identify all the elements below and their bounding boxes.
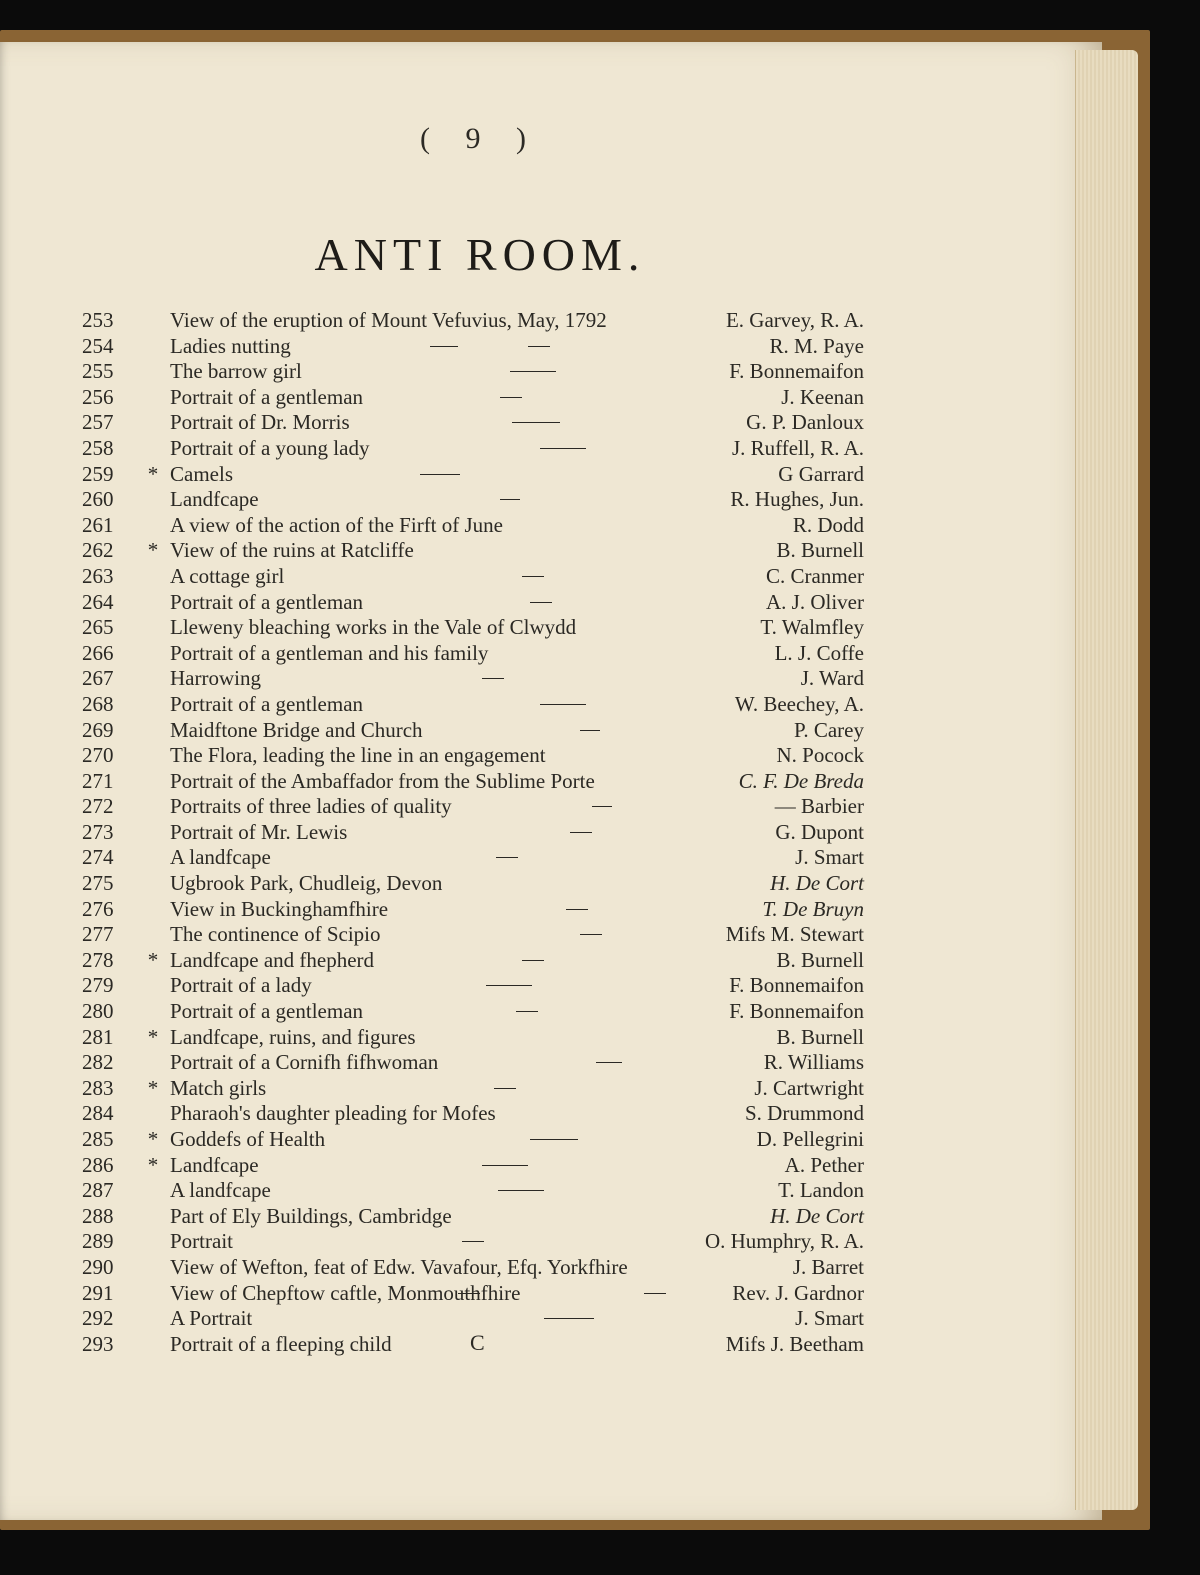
artist-name: R. Dodd xyxy=(792,512,864,537)
artist-name: R. Williams xyxy=(763,1050,864,1075)
artwork-title: A Portrait xyxy=(170,1306,253,1331)
catalogue-row xyxy=(0,845,1100,871)
leader-dash xyxy=(530,1139,578,1140)
catalogue-row xyxy=(0,1127,1100,1153)
leader-dash xyxy=(580,934,602,935)
entry-number: 265 xyxy=(82,615,114,640)
artwork-title: View of the eruption of Mount Vefuvius, May, 1792 xyxy=(170,308,607,332)
page-number: ( 9 ) xyxy=(420,122,540,155)
entry-number: 254 xyxy=(82,333,114,358)
room-heading: ANTI ROOM. xyxy=(314,229,646,280)
catalogue-row xyxy=(0,973,1100,999)
leader-dash xyxy=(420,474,460,475)
artwork-title: Landfcape and fhepherd xyxy=(170,947,375,972)
artist-name: B. Burnell xyxy=(776,1024,864,1049)
artwork-title: Harrowing xyxy=(170,666,261,691)
entry-number: 290 xyxy=(82,1254,114,1279)
leader-dash xyxy=(596,1062,622,1063)
leader-dash xyxy=(540,704,586,705)
entry-number: 292 xyxy=(82,1306,114,1331)
leader-dash xyxy=(516,1011,538,1012)
entry-number: 283 xyxy=(82,1075,114,1100)
artwork-title: Part of Ely Buildings, Cambridge xyxy=(170,1203,452,1228)
artist-name: H. De Cort xyxy=(770,871,864,896)
catalogue-row xyxy=(0,513,1100,539)
artwork-title: Portrait of a Cornifh fifhwoman xyxy=(170,1050,439,1075)
artwork-title: Portrait xyxy=(170,1229,233,1254)
artwork-title: A landfcape xyxy=(170,1178,271,1203)
artwork-title: Lleweny bleaching works in the Vale of Clwydd xyxy=(170,615,577,640)
catalogue-row xyxy=(0,718,1100,744)
asterisk-mark: * xyxy=(147,1152,159,1177)
entry-number: 291 xyxy=(82,1280,114,1305)
catalogue-row xyxy=(0,948,1100,974)
leader-dash xyxy=(500,499,520,500)
catalogue-row xyxy=(0,999,1100,1025)
artist-name: J. Ruffell, R. A. xyxy=(731,435,864,460)
catalogue-row xyxy=(0,359,1100,385)
artwork-title: Match girls xyxy=(170,1075,267,1100)
entry-number: 253 xyxy=(82,308,114,332)
catalogue-row xyxy=(0,871,1100,897)
catalogue-row xyxy=(0,1178,1100,1204)
artwork-title: View of the ruins at Ratcliffe xyxy=(170,538,414,563)
catalogue-row xyxy=(0,1025,1100,1051)
artist-name: E. Garvey, R. A. xyxy=(725,308,864,332)
artwork-title: Portrait of a gentleman xyxy=(170,589,364,614)
artwork-title: Maidftone Bridge and Church xyxy=(170,717,423,742)
entry-number: 281 xyxy=(82,1024,114,1049)
artwork-title: Ladies nutting xyxy=(170,333,291,358)
entry-number: 257 xyxy=(82,410,114,435)
entry-number: 261 xyxy=(82,512,114,537)
entry-number: 269 xyxy=(82,717,114,742)
artist-name: T. De Bruyn xyxy=(762,896,864,921)
artist-name: R. Hughes, Jun. xyxy=(730,487,864,512)
entry-number: 293 xyxy=(82,1331,114,1356)
leader-dash xyxy=(566,909,588,910)
artwork-title: Landfcape, ruins, and figures xyxy=(170,1024,416,1049)
artwork-title: The barrow girl xyxy=(170,359,302,384)
leader-dash xyxy=(462,1241,484,1242)
artist-name: J. Cartwright xyxy=(754,1075,864,1100)
catalogue-row xyxy=(0,897,1100,923)
leader-dash xyxy=(540,448,586,449)
catalogue-row xyxy=(0,1153,1100,1179)
entry-number: 288 xyxy=(82,1203,114,1228)
leader-dash xyxy=(528,346,550,347)
asterisk-mark: * xyxy=(147,538,159,563)
artist-name: G Garrard xyxy=(778,461,864,486)
artist-name: O. Humphry, R. A. xyxy=(704,1229,864,1254)
entry-number: 256 xyxy=(82,384,114,409)
catalogue-row xyxy=(0,1101,1100,1127)
catalogue-row xyxy=(0,308,1100,334)
artist-name: J. Barret xyxy=(792,1254,864,1279)
catalogue-row xyxy=(0,641,1100,667)
signature-mark: C xyxy=(470,1330,485,1355)
catalogue-row xyxy=(0,1229,1100,1255)
artwork-title: Ugbrook Park, Chudleig, Devon xyxy=(170,871,443,896)
entry-number: 262 xyxy=(82,538,114,563)
leader-dash xyxy=(512,422,560,423)
artwork-title: Pharaoh's daughter pleading for Mofes xyxy=(170,1101,496,1126)
artist-name: F. Bonnemaifon xyxy=(729,999,864,1024)
artwork-title: Portrait of a gentleman xyxy=(170,691,364,716)
leader-dash xyxy=(544,1318,594,1319)
entry-number: 267 xyxy=(82,666,114,691)
entry-number: 278 xyxy=(82,947,114,972)
leader-dash xyxy=(570,832,592,833)
entry-number: 282 xyxy=(82,1050,114,1075)
catalogue-row xyxy=(0,1076,1100,1102)
artwork-title: The continence of Scipio xyxy=(170,922,381,947)
leader-dash xyxy=(494,1088,516,1089)
catalogue-row xyxy=(0,410,1100,436)
entry-number: 272 xyxy=(82,794,114,819)
artwork-title: Portrait of a lady xyxy=(170,973,312,998)
entry-number: 289 xyxy=(82,1229,114,1254)
leader-dash xyxy=(482,1165,528,1166)
entry-number: 284 xyxy=(82,1101,114,1126)
artwork-title: View of Chepftow caftle, Monmouthfhire xyxy=(170,1280,521,1305)
artwork-title: Portrait of Dr. Morris xyxy=(170,410,350,435)
artwork-title: Portrait of a fleeping child xyxy=(170,1331,392,1356)
artwork-title: Portrait of a gentleman xyxy=(170,384,364,409)
artist-name: P. Carey xyxy=(794,717,864,742)
catalogue-row xyxy=(0,1050,1100,1076)
catalogue-row xyxy=(0,487,1100,513)
leader-dash xyxy=(496,857,518,858)
entry-number: 287 xyxy=(82,1178,114,1203)
entry-number: 270 xyxy=(82,743,114,768)
artwork-title: Portrait of a young lady xyxy=(170,435,370,460)
artist-name: C. F. De Breda xyxy=(738,768,864,793)
catalogue-row xyxy=(0,462,1100,488)
artwork-title: Portrait of Mr. Lewis xyxy=(170,819,348,844)
artwork-title: Landfcape xyxy=(170,487,259,512)
catalogue-row xyxy=(0,922,1100,948)
leader-dash xyxy=(482,678,504,679)
artwork-title: Portrait of a gentleman and his family xyxy=(170,640,489,665)
artist-name: N. Pocock xyxy=(776,743,864,768)
entry-number: 280 xyxy=(82,999,114,1024)
artist-name: J. Keenan xyxy=(781,384,864,409)
artist-name: T. Landon xyxy=(778,1178,864,1203)
entry-number: 255 xyxy=(82,359,114,384)
artist-name: J. Smart xyxy=(795,845,864,870)
entry-number: 286 xyxy=(82,1152,114,1177)
asterisk-mark: * xyxy=(147,1075,159,1100)
catalogue-row xyxy=(0,385,1100,411)
artist-name: J. Ward xyxy=(800,666,864,691)
entry-number: 279 xyxy=(82,973,114,998)
entry-number: 258 xyxy=(82,435,114,460)
artist-name: H. De Cort xyxy=(770,1203,864,1228)
entry-number: 276 xyxy=(82,896,114,921)
leader-dash xyxy=(500,397,522,398)
artist-name: F. Bonnemaifon xyxy=(729,973,864,998)
catalogue-row xyxy=(0,666,1100,692)
entry-number: 285 xyxy=(82,1127,114,1151)
entry-number: 271 xyxy=(82,768,114,793)
entry-number: 275 xyxy=(82,871,114,896)
catalogue-row xyxy=(0,820,1100,846)
artwork-title: View of Wefton, feat of Edw. Vavafour, Efq. Yorkfhire xyxy=(170,1254,628,1279)
artist-name: D. Pellegrini xyxy=(756,1127,864,1151)
artwork-title: Portraits of three ladies of quality xyxy=(170,794,452,819)
catalogue-row xyxy=(0,538,1100,564)
catalogue-row xyxy=(0,1332,1100,1358)
asterisk-mark: * xyxy=(147,1024,159,1049)
artwork-title: A view of the action of the Firft of June xyxy=(170,512,504,537)
entry-number: 259 xyxy=(82,461,114,486)
leader-dash xyxy=(498,1190,544,1191)
artist-name: Mifs M. Stewart xyxy=(725,922,864,947)
artist-name: G. P. Danloux xyxy=(746,410,864,435)
leader-dash xyxy=(430,346,458,347)
leader-dash xyxy=(510,371,556,372)
leader-dash xyxy=(486,985,532,986)
artwork-title: Camels xyxy=(170,461,233,486)
artist-name: A. J. Oliver xyxy=(766,589,864,614)
catalogue-row xyxy=(0,1306,1100,1332)
artwork-title: Landfcape xyxy=(170,1152,259,1177)
catalogue-row xyxy=(0,769,1100,795)
catalogue-row xyxy=(0,590,1100,616)
entry-number: 274 xyxy=(82,845,114,870)
catalogue-row xyxy=(0,1255,1100,1281)
artwork-title: A landfcape xyxy=(170,845,271,870)
asterisk-mark: * xyxy=(147,461,159,486)
catalogue-row xyxy=(0,615,1100,641)
artwork-title: Goddefs of Health xyxy=(170,1127,326,1151)
artist-name: R. M. Paye xyxy=(769,333,864,358)
artwork-title: A cottage girl xyxy=(170,563,285,588)
asterisk-mark: * xyxy=(147,1127,159,1151)
leader-dash xyxy=(530,602,552,603)
entry-number: 264 xyxy=(82,589,114,614)
entry-number: 266 xyxy=(82,640,114,665)
leader-dash xyxy=(644,1293,666,1294)
artwork-title: View in Buckinghamfhire xyxy=(170,896,389,921)
leader-dash xyxy=(592,806,612,807)
catalogue-row xyxy=(0,692,1100,718)
leader-dash xyxy=(458,1293,480,1294)
catalogue-row xyxy=(0,564,1100,590)
artist-name: L. J. Coffe xyxy=(774,640,864,665)
leader-dash xyxy=(522,576,544,577)
catalogue-row xyxy=(0,743,1100,769)
catalogue-row xyxy=(0,1204,1100,1230)
artist-name: G. Dupont xyxy=(775,819,864,844)
artist-name: A. Pether xyxy=(784,1152,864,1177)
artist-name: Rev. J. Gardnor xyxy=(732,1280,864,1305)
artist-name: B. Burnell xyxy=(776,538,864,563)
catalogue-row xyxy=(0,794,1100,820)
entry-number: 260 xyxy=(82,487,114,512)
leader-dash xyxy=(522,960,544,961)
artist-name: — Barbier xyxy=(774,794,864,819)
artist-name: W. Beechey, A. xyxy=(734,691,864,716)
artwork-title: Portrait of the Ambaffador from the Sublime Porte xyxy=(170,768,595,793)
artist-name: T. Walmfley xyxy=(760,615,864,640)
entry-number: 263 xyxy=(82,563,114,588)
catalogue-row xyxy=(0,436,1100,462)
artwork-title: The Flora, leading the line in an engagement xyxy=(170,743,546,768)
entry-number: 268 xyxy=(82,691,114,716)
asterisk-mark: * xyxy=(147,947,159,972)
catalogue-row xyxy=(0,1281,1100,1307)
artist-name: F. Bonnemaifon xyxy=(729,359,864,384)
artist-name: B. Burnell xyxy=(776,947,864,972)
artist-name: S. Drummond xyxy=(744,1101,864,1126)
artist-name: Mifs J. Beetham xyxy=(725,1331,864,1356)
leader-dash xyxy=(580,730,600,731)
artist-name: J. Smart xyxy=(795,1306,864,1331)
artist-name: C. Cranmer xyxy=(766,563,864,588)
entry-number: 277 xyxy=(82,922,114,947)
entry-number: 273 xyxy=(82,819,114,844)
catalogue-entries xyxy=(0,308,1100,1357)
artwork-title: Portrait of a gentleman xyxy=(170,999,364,1024)
catalogue-row xyxy=(0,334,1100,360)
